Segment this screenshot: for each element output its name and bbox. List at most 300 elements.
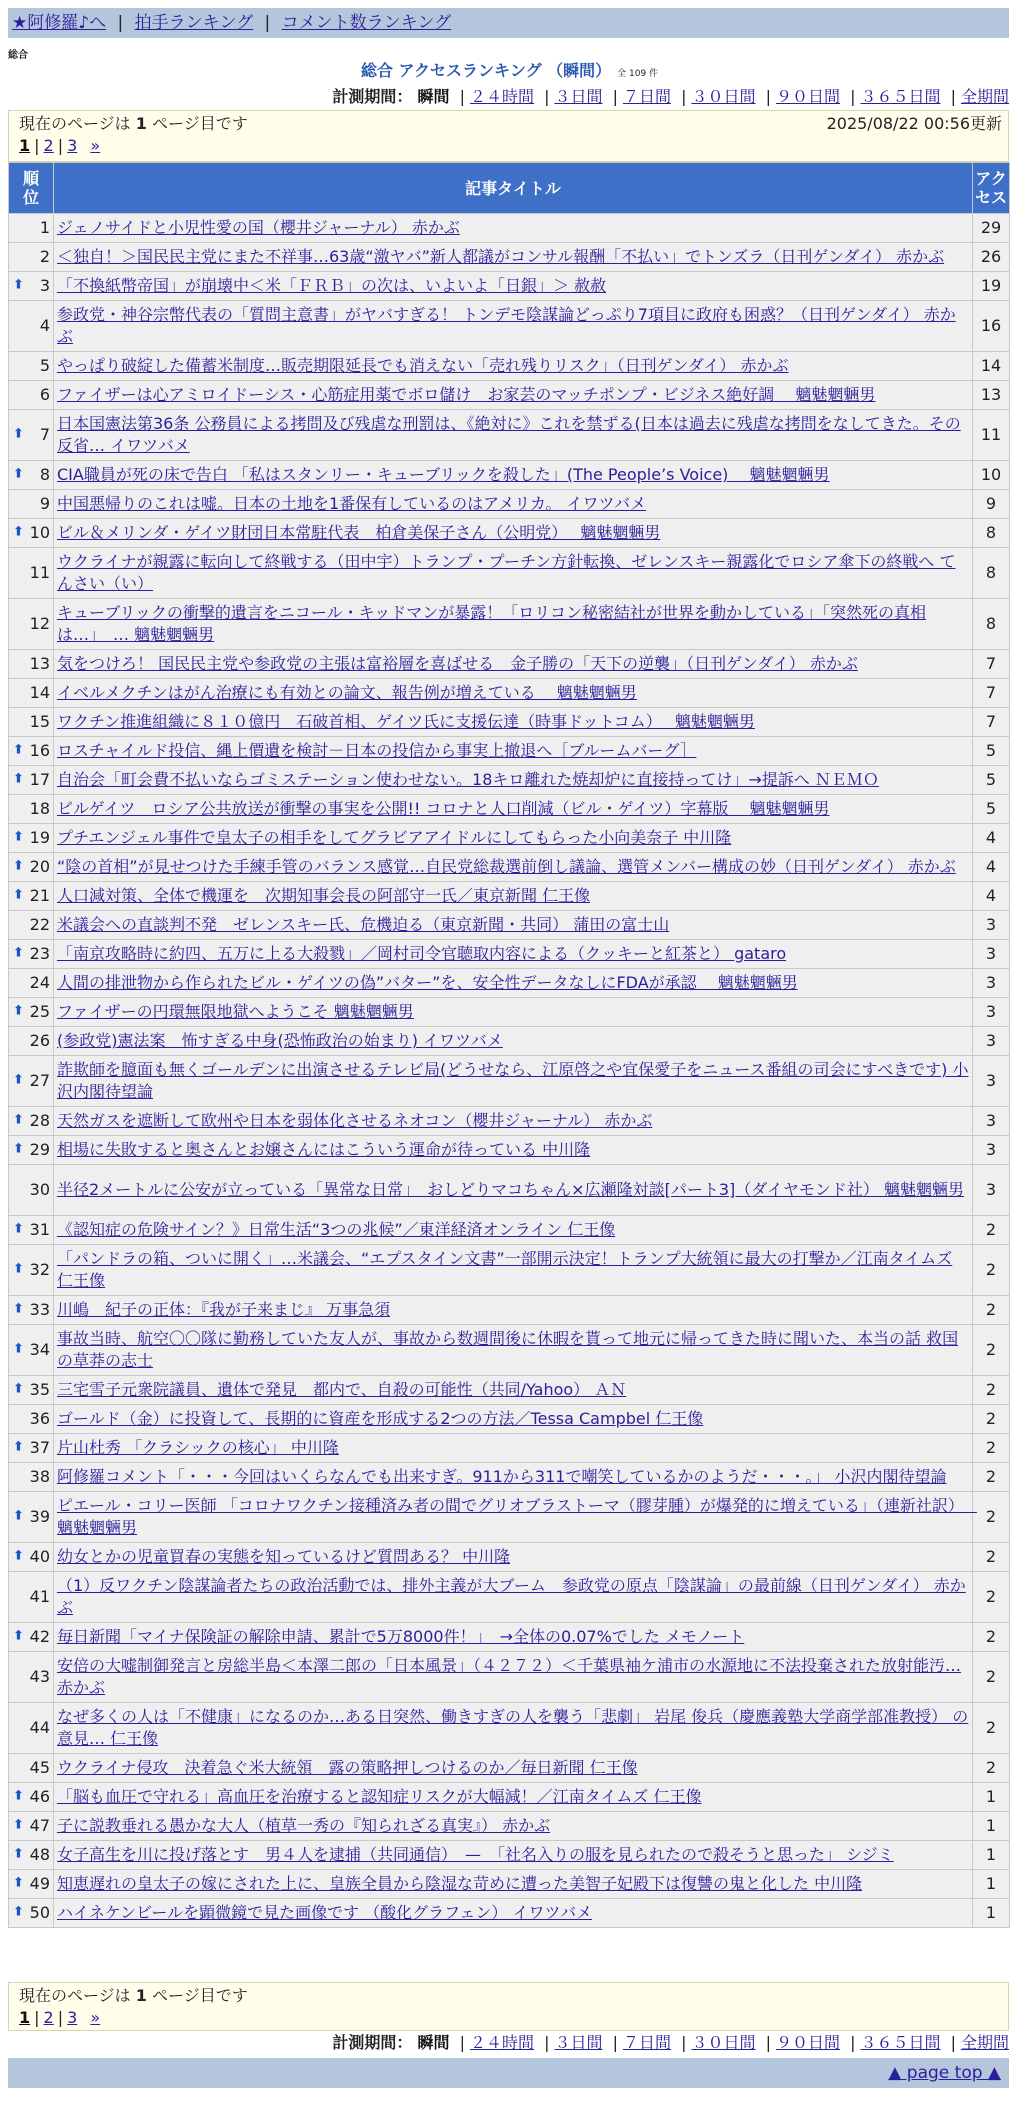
up-arrow-icon: ⬆ <box>13 742 24 758</box>
rank-number: 33 <box>29 1300 50 1319</box>
up-arrow-icon: ⬆ <box>13 1261 24 1277</box>
access-count: 9 <box>973 490 1010 519</box>
home-link[interactable]: ★阿修羅♪へ <box>12 13 107 33</box>
article-title-link[interactable]: “陰の首相”が見せつけた手練手管のバランス感覚…自民党総裁選前倒し議論、選管メンバー構成の妙（日刊ゲンダイ） 赤かぶ <box>57 857 956 876</box>
rank-number: 50 <box>29 1903 50 1922</box>
title-cell <box>54 1216 973 1245</box>
title-cell <box>54 911 973 940</box>
table-row <box>9 1841 1010 1870</box>
article-title-link[interactable]: 天然ガスを遮断して欧州や日本を弱体化させるネオコン（櫻井ジャーナル） 赤かぶ <box>57 1111 653 1130</box>
period-link-365d[interactable]: ３６５日間 <box>860 87 941 106</box>
title-cell <box>54 998 973 1027</box>
table-row <box>9 1652 1010 1703</box>
rank-number: 3 <box>39 276 50 295</box>
title-cell <box>54 301 973 352</box>
title-cell <box>54 548 973 599</box>
table-row <box>9 1572 1010 1623</box>
ranking-table-body <box>9 214 1010 1928</box>
up-arrow-icon: ⬆ <box>13 1381 24 1397</box>
item-count: 全 109 件 <box>617 69 659 79</box>
rank-number: 1 <box>39 218 50 237</box>
up-arrow-icon: ⬆ <box>13 1817 24 1833</box>
article-title-link[interactable]: 阿修羅コメント「・・・今回はいくらなんでも出来すぎ。911から311で嘲笑しているかのようだ・・・。」 小沢内閣待望論 <box>57 1467 947 1486</box>
access-count: 7 <box>973 708 1010 737</box>
rank-cell <box>9 1325 54 1376</box>
title-cell <box>54 519 973 548</box>
up-arrow-icon: ⬆ <box>13 829 24 845</box>
access-count: 4 <box>973 882 1010 911</box>
article-title-link[interactable]: ファイザーは心アミロイドーシス・心筋症用薬でボロ儲け お家芸のマッチポンプ・ビジネス絶好調 魑魅魍魎男 <box>57 385 876 404</box>
title-cell <box>54 1245 973 1296</box>
access-count: 3 <box>973 1107 1010 1136</box>
page-link-1[interactable]: 1 <box>19 2008 31 2027</box>
rank-number: 30 <box>29 1180 50 1199</box>
table-row <box>9 824 1010 853</box>
access-count: 29 <box>973 214 1010 243</box>
rank-cell <box>9 737 54 766</box>
up-arrow-icon: ⬆ <box>13 945 24 961</box>
rank-number: 15 <box>29 712 50 731</box>
access-count: 8 <box>973 548 1010 599</box>
title-cell <box>54 1136 973 1165</box>
rank-cell <box>9 911 54 940</box>
page-link-3[interactable]: 3 <box>67 136 78 155</box>
article-title-link[interactable]: 気をつけろ！ 国民民主党や参政党の主張は富裕層を喜ばせる 金子勝の「天下の逆襲」（日刊ゲンダイ） 赤かぶ <box>57 654 858 673</box>
up-arrow-icon: ⬆ <box>13 1548 24 1564</box>
access-count: 13 <box>973 381 1010 410</box>
rank-number: 34 <box>29 1340 50 1359</box>
table-row <box>9 737 1010 766</box>
rank-number: 32 <box>29 1260 50 1279</box>
table-row <box>9 1245 1010 1296</box>
rank-cell <box>9 708 54 737</box>
article-title-link[interactable]: イベルメクチンはがん治療にも有効との論文、報告例が増えている 魑魅魍魎男 <box>57 683 637 702</box>
period-link-all[interactable]: 全期間 <box>960 2033 1009 2052</box>
table-row <box>9 1056 1010 1107</box>
page-top-link[interactable]: ▲ page top ▲ <box>888 2063 1001 2083</box>
table-row <box>9 1812 1010 1841</box>
table-row <box>9 1296 1010 1325</box>
title-cell <box>54 1027 973 1056</box>
title-cell <box>54 1434 973 1463</box>
article-title-link[interactable]: 人口減対策、全体で機運を 次期知事会長の阿部守一氏／東京新聞 仁王像 <box>57 886 591 905</box>
rank-cell <box>9 1754 54 1783</box>
up-arrow-icon: ⬆ <box>13 524 24 540</box>
period-link-7d[interactable]: ７日間 <box>622 87 671 106</box>
page-link-1[interactable]: 1 <box>19 136 31 155</box>
nav-separator: | <box>117 13 124 33</box>
article-title-link[interactable]: 《認知症の危険サイン？》日常生活“3つの兆候”／東洋経済オンライン 仁王像 <box>57 1220 616 1239</box>
period-link-24h[interactable]: ２４時間 <box>469 87 534 106</box>
article-title-link[interactable]: ファイザーの円環無限地獄へようこそ 魑魅魍魎男 <box>57 1002 414 1021</box>
title-cell <box>54 410 973 461</box>
article-title-link[interactable]: 相場に失敗すると奥さんとお嬢さんにはこういう運命が待っている 中川隆 <box>57 1140 591 1159</box>
rank-cell <box>9 352 54 381</box>
article-title-link[interactable]: やっぱり破綻した備蓄米制度…販売期限延長でも消えない「売れ残りリスク」（日刊ゲンダイ） 赤かぶ <box>57 356 789 375</box>
article-title-link[interactable]: 子に説教垂れる愚かな大人（植草一秀の『知られざる真実』） 赤かぶ <box>57 1816 551 1835</box>
up-arrow-icon: ⬆ <box>13 1788 24 1804</box>
up-arrow-icon: ⬆ <box>13 277 24 293</box>
rank-number: 20 <box>29 857 50 876</box>
rank-column-header: 順位 <box>9 163 54 214</box>
current-page-text-bottom: 現在のページは 1 ページ目です <box>19 1986 248 2005</box>
nav-separator: | <box>264 13 271 33</box>
rank-cell <box>9 1572 54 1623</box>
article-title-link[interactable]: ゴールド（金）に投資して、長期的に資産を形成する2つの方法／Tessa Campbel 仁王像 <box>57 1409 704 1428</box>
rank-cell <box>9 1136 54 1165</box>
up-arrow-icon: ⬆ <box>13 1112 24 1128</box>
page-link-2[interactable]: 2 <box>43 136 54 155</box>
article-title-link[interactable]: ワクチン推進組織に８１０億円 石破首相、ゲイツ氏に支援伝達（時事ドットコム） 魑魅魍魎男 <box>57 712 755 731</box>
rank-cell <box>9 853 54 882</box>
article-title-link[interactable]: 「不換紙幣帝国」が崩壊中＜米「ＦＲＢ」の次は、いよいよ「日銀」＞ 赦赦 <box>57 276 607 295</box>
rank-number: 4 <box>39 316 50 335</box>
comment-ranking-link[interactable]: コメント数ランキング <box>281 13 452 33</box>
rank-cell <box>9 1216 54 1245</box>
rank-number: 19 <box>29 828 50 847</box>
rank-number: 8 <box>39 465 50 484</box>
title-cell <box>54 1056 973 1107</box>
page-links-bottom: 1 | 2 | 3 » <box>19 2008 101 2027</box>
period-current: 瞬間 <box>417 2033 450 2052</box>
table-row <box>9 1376 1010 1405</box>
rank-number: 40 <box>29 1547 50 1566</box>
title-cell <box>54 1405 973 1434</box>
article-title-link[interactable]: 自治会「町会費不払いならゴミステーション使わせない。18キロ離れた焼却炉に直接持ってけ」→提訴へ ＮＥＭＯ <box>57 770 879 789</box>
article-title-link[interactable]: 川嶋 紀子の正体：『我が子来まじ』 万事急須 <box>57 1300 391 1319</box>
access-count: 2 <box>973 1703 1010 1754</box>
up-arrow-icon: ⬆ <box>13 1003 24 1019</box>
up-arrow-icon: ⬆ <box>13 1341 24 1357</box>
rank-cell <box>9 940 54 969</box>
rank-number: 49 <box>29 1874 50 1893</box>
table-row <box>9 1405 1010 1434</box>
access-count: 10 <box>973 461 1010 490</box>
rank-cell <box>9 1405 54 1434</box>
access-count: 2 <box>973 1376 1010 1405</box>
page-link-3[interactable]: 3 <box>67 2008 78 2027</box>
article-title-link[interactable]: ＜独自！＞国民民主党にまた不祥事…63歳“激ヤバ”新人都議がコンサル報酬「不払い」でトンズラ（日刊ゲンダイ） 赤かぶ <box>57 247 945 266</box>
period-link-24h[interactable]: ２４時間 <box>469 2033 534 2052</box>
period-selector-top: 計測期間： 瞬間 | ２４時間 | ３日間 | ７日間 | ３０日間 | ９０日間 | ３６５日間 | 全期間 <box>332 87 1009 106</box>
access-column-header: アクセス <box>973 163 1010 214</box>
article-title-link[interactable]: プチエンジェル事件で皇太子の相手をしてグラビアアイドルにしてもらった小向美奈子 中川隆 <box>57 828 732 847</box>
rank-number: 23 <box>29 944 50 963</box>
rank-number: 21 <box>29 886 50 905</box>
table-row <box>9 381 1010 410</box>
title-cell <box>54 1623 973 1652</box>
rank-cell <box>9 1492 54 1543</box>
rank-cell <box>9 461 54 490</box>
rank-cell <box>9 301 54 352</box>
rank-cell <box>9 1296 54 1325</box>
period-link-30d[interactable]: ３０日間 <box>691 87 756 106</box>
table-row <box>9 882 1010 911</box>
rank-cell <box>9 1870 54 1899</box>
rank-number: 12 <box>29 614 50 633</box>
rank-number: 11 <box>29 563 50 582</box>
rank-number: 6 <box>39 385 50 404</box>
access-count: 1 <box>973 1783 1010 1812</box>
up-arrow-icon: ⬆ <box>13 887 24 903</box>
article-title-link[interactable]: CIA職員が死の床で告白 「私はスタンリー・キューブリックを殺した」(The People’s Voice) 魑魅魍魎男 <box>57 465 830 484</box>
period-link-365d[interactable]: ３６５日間 <box>860 2033 941 2052</box>
table-row <box>9 599 1010 650</box>
table-row <box>9 410 1010 461</box>
period-link-90d[interactable]: ９０日間 <box>775 2033 840 2052</box>
rank-cell <box>9 1027 54 1056</box>
period-link-90d[interactable]: ９０日間 <box>775 87 840 106</box>
title-cell <box>54 940 973 969</box>
up-arrow-icon: ⬆ <box>13 1508 24 1524</box>
rank-cell <box>9 381 54 410</box>
article-title-link[interactable]: 詐欺師を臆面も無くゴールデンに出演させるテレビ局(どうせなら、江原啓之や宜保愛子をニュース番組の司会にすべきです) 小沢内閣待望論 <box>57 1060 969 1101</box>
rank-number: 16 <box>29 741 50 760</box>
access-count: 2 <box>973 1216 1010 1245</box>
article-title-link[interactable]: ビルゲイツ ロシア公共放送が衝撃の事実を公開!! コロナと人口削減（ビル・ゲイツ）字幕版 魑魅魍魎男 <box>57 799 830 818</box>
article-title-link[interactable]: キューブリックの衝撃的遺言をニコール・キッドマンが暴露！「ロリコン秘密結社が世界を動かしている」「突然死の真相は…」 … 魑魅魍魎男 <box>57 603 926 644</box>
up-arrow-icon: ⬆ <box>13 426 24 442</box>
up-arrow-icon: ⬆ <box>13 1904 24 1920</box>
rank-number: 27 <box>29 1071 50 1090</box>
access-count: 8 <box>973 519 1010 548</box>
rank-number: 45 <box>29 1758 50 1777</box>
access-count: 11 <box>973 410 1010 461</box>
rank-cell <box>9 998 54 1027</box>
access-count: 1 <box>973 1812 1010 1841</box>
table-row <box>9 708 1010 737</box>
article-title-link[interactable]: ウクライナが親露に転向して終戦する（田中宇）トランプ・プーチン方針転換、ゼレンスキー親露化でロシア傘下の終戦へ てんさい（い） <box>57 552 956 593</box>
title-cell <box>54 1296 973 1325</box>
period-link-3d[interactable]: ３日間 <box>554 87 603 106</box>
page-title-text: 総合 アクセスランキング （瞬間） <box>360 61 612 80</box>
table-row <box>9 679 1010 708</box>
article-title-link[interactable]: 人間の排泄物から作られたビル・ゲイツの偽”バター”を、安全性データなしにFDAが承認 魑魅魍魎男 <box>57 973 798 992</box>
article-title-link[interactable]: （1）反ワクチン陰謀論者たちの政治活動では、排外主義が大ブーム 参政党の原点「陰謀論」の最前線（日刊ゲンダイ） 赤かぶ <box>57 1576 966 1617</box>
rank-cell <box>9 1652 54 1703</box>
ranking-table <box>8 162 1010 1928</box>
access-count: 2 <box>973 1405 1010 1434</box>
table-row <box>9 1870 1010 1899</box>
table-row <box>9 1136 1010 1165</box>
page-link-2[interactable]: 2 <box>43 2008 54 2027</box>
title-cell <box>54 1492 977 1543</box>
table-row <box>9 1027 1010 1056</box>
up-arrow-icon: ⬆ <box>13 1846 24 1862</box>
up-arrow-icon: ⬆ <box>13 1141 24 1157</box>
title-cell <box>54 1165 973 1216</box>
period-link-all[interactable]: 全期間 <box>960 87 1009 106</box>
access-count: 2 <box>973 1463 1010 1492</box>
table-row <box>9 214 1010 243</box>
access-count: 7 <box>973 679 1010 708</box>
title-cell <box>54 1325 973 1376</box>
title-cell <box>54 352 973 381</box>
title-cell <box>54 1754 973 1783</box>
table-row <box>9 1107 1010 1136</box>
table-row <box>9 1216 1010 1245</box>
title-cell <box>54 795 973 824</box>
title-cell <box>54 1652 973 1703</box>
access-count: 2 <box>973 1572 1010 1623</box>
access-count: 4 <box>973 824 1010 853</box>
title-cell <box>54 1841 973 1870</box>
table-row <box>9 1899 1010 1928</box>
table-row <box>9 1623 1010 1652</box>
access-count: 16 <box>973 301 1010 352</box>
table-header-row <box>9 163 1010 214</box>
access-count: 1 <box>973 1841 1010 1870</box>
title-cell <box>54 708 973 737</box>
title-cell <box>54 214 973 243</box>
access-count: 7 <box>973 650 1010 679</box>
section-label: 総合 <box>8 50 28 61</box>
title-cell <box>54 1812 973 1841</box>
title-cell <box>54 882 973 911</box>
title-cell <box>54 969 973 998</box>
article-title-link[interactable]: ウクライナ侵攻 決着急ぐ米大統領 露の策略押しつけるのか／毎日新聞 仁王像 <box>57 1758 638 1777</box>
title-cell <box>54 1463 973 1492</box>
rank-number: 37 <box>29 1438 50 1457</box>
access-count: 4 <box>973 853 1010 882</box>
article-title-link[interactable]: 「南京攻略時に約四、五万に上る大殺戮」／岡村司令官聴取内容による（クッキーと紅茶と） gataro <box>57 944 787 963</box>
rank-number: 42 <box>29 1627 50 1646</box>
rank-number: 7 <box>39 425 50 444</box>
article-title-link[interactable]: ビル＆メリンダ・ゲイツ財団日本常駐代表 柏倉美保子さん（公明党） 魑魅魍魎男 <box>57 523 661 542</box>
table-row <box>9 911 1010 940</box>
access-count: 1 <box>973 1899 1010 1928</box>
article-title-link[interactable]: (参政党)憲法案 怖すぎる中身(恐怖政治の始まり) イワツバメ <box>57 1031 503 1050</box>
title-cell <box>54 1572 973 1623</box>
rank-cell <box>9 490 54 519</box>
title-cell <box>54 1703 973 1754</box>
article-title-link[interactable]: ハイネケンビールを顕微鏡で見た画像です （酸化グラフェン） イワツバメ <box>57 1903 593 1922</box>
rank-cell <box>9 548 54 599</box>
access-count: 2 <box>973 1296 1010 1325</box>
pager-top <box>8 110 1009 162</box>
title-cell <box>54 243 973 272</box>
rank-number: 5 <box>39 356 50 375</box>
rank-cell <box>9 1245 54 1296</box>
title-cell <box>54 737 973 766</box>
table-row <box>9 243 1010 272</box>
up-arrow-icon: ⬆ <box>13 1628 24 1644</box>
article-title-link[interactable]: 中国悪帰りのこれは嘘。日本の土地を1番保有しているのはアメリカ。 イワツバメ <box>57 494 647 513</box>
period-current: 瞬間 <box>417 87 450 106</box>
title-cell <box>54 650 973 679</box>
rank-cell <box>9 243 54 272</box>
title-cell <box>54 679 973 708</box>
rank-cell <box>9 1623 54 1652</box>
table-row <box>9 1492 1010 1543</box>
up-arrow-icon: ⬆ <box>13 1875 24 1891</box>
access-count: 8 <box>973 599 1010 650</box>
article-title-link[interactable]: 参政党・神谷宗幣代表の「質問主意書」がヤバすぎる！ トンデモ陰謀論どっぷり7項目に政府も困惑？（日刊ゲンダイ） 赤かぶ <box>57 305 956 346</box>
table-row <box>9 940 1010 969</box>
rank-number: 35 <box>29 1380 50 1399</box>
table-row <box>9 461 1010 490</box>
rank-number: 26 <box>29 1031 50 1050</box>
article-title-link[interactable]: 事故当時、航空〇〇隊に勤務していた友人が、事故から数週間後に休暇を貰って地元に帰ってきた時に聞いた、本当の話 救国の草莽の志士 <box>57 1329 959 1370</box>
next-page-link[interactable]: » <box>90 136 101 155</box>
table-row <box>9 1754 1010 1783</box>
rank-number: 28 <box>29 1111 50 1130</box>
period-link-7d[interactable]: ７日間 <box>622 2033 671 2052</box>
access-count: 2 <box>973 1543 1010 1572</box>
article-title-link[interactable]: ジェノサイドと小児性愛の国（櫻井ジャーナル） 赤かぶ <box>57 218 460 237</box>
rank-number: 38 <box>29 1467 50 1486</box>
article-title-link[interactable]: 幼女とかの児童買春の実態を知っているけど質問ある？ 中川隆 <box>57 1547 511 1566</box>
access-count: 2 <box>973 1652 1010 1703</box>
access-count: 2 <box>973 1325 1010 1376</box>
article-title-link[interactable]: 三宅雪子元衆院議員、遺体で発見 都内で、自殺の可能性（共同/Yahoo） ＡＮ <box>57 1380 627 1399</box>
article-title-link[interactable]: 知恵遅れの皇太子の嫁にされた上に、皇族全員から陰湿な苛めに遭った美智子妃殿下は復讐の鬼と化した 中川隆 <box>57 1874 863 1893</box>
rank-cell <box>9 214 54 243</box>
up-arrow-icon: ⬆ <box>13 1221 24 1237</box>
article-title-link[interactable]: 米議会への直談判不発 ゼレンスキー氏、危機迫る（東京新聞・共同） 蒲田の富士山 <box>57 915 670 934</box>
article-title-link[interactable]: 「パンドラの箱、ついに開く」…米議会、“エプスタイン文書”一部開示決定！トランプ大統領に最大の打撃か／江南タイムズ 仁王像 <box>57 1249 953 1290</box>
table-row <box>9 272 1010 301</box>
table-row <box>9 998 1010 1027</box>
table-row <box>9 1543 1010 1572</box>
rank-number: 44 <box>29 1718 50 1737</box>
period-link-3d[interactable]: ３日間 <box>554 2033 603 2052</box>
clap-ranking-link[interactable]: 拍手ランキング <box>134 13 254 33</box>
period-link-30d[interactable]: ３０日間 <box>691 2033 756 2052</box>
access-count: 5 <box>973 795 1010 824</box>
access-count: 14 <box>973 352 1010 381</box>
bottom-bar <box>8 2058 1009 2088</box>
article-title-link[interactable]: 女子高生を川に投げ落とす 男４人を逮捕（共同通信） — 「社名入りの服を見られたので殺そうと思った」 シジミ <box>57 1845 894 1864</box>
rank-number: 13 <box>29 654 50 673</box>
rank-cell <box>9 1056 54 1107</box>
rank-cell <box>9 599 54 650</box>
up-arrow-icon: ⬆ <box>13 1439 24 1455</box>
pager-bottom <box>8 1982 1009 2031</box>
rank-number: 22 <box>29 915 50 934</box>
up-arrow-icon: ⬆ <box>13 466 24 482</box>
access-count: 19 <box>973 272 1010 301</box>
access-count: 5 <box>973 766 1010 795</box>
article-title-link[interactable]: ロスチャイルド投信、縄上價遺を検討－日本の投信から事実上撤退へ［ブルームバーグ］ <box>57 741 697 760</box>
rank-number: 24 <box>29 973 50 992</box>
article-title-link[interactable]: 「脳も血圧で守れる」高血圧を治療すると認知症リスクが大幅減！／江南タイムズ 仁王像 <box>57 1787 702 1806</box>
access-count: 26 <box>973 243 1010 272</box>
article-title-link[interactable]: 日本国憲法第36条 公務員による拷問及び残虐な刑罰は、《絶対に》これを禁ずる(日本は過去に残虐な拷問をなしてきた。その反省… イワツバメ <box>57 414 961 455</box>
rank-cell <box>9 519 54 548</box>
rank-cell <box>9 766 54 795</box>
article-title-link[interactable]: 安倍の大嘘制御発言と房総半島＜本澤二郎の「日本風景」（４２７２）＜千葉県袖ケ浦市の水源地に不法投棄された放射能汚… 赤かぶ <box>57 1656 962 1697</box>
table-row <box>9 490 1010 519</box>
rank-cell <box>9 795 54 824</box>
title-cell <box>54 1107 973 1136</box>
article-title-link[interactable]: 片山杜秀 「クラシックの核心」 中川隆 <box>57 1438 339 1457</box>
rank-number: 36 <box>29 1409 50 1428</box>
next-page-link[interactable]: » <box>90 2008 101 2027</box>
period-label: 計測期間： <box>332 2033 413 2052</box>
rank-cell <box>9 1841 54 1870</box>
article-title-link[interactable]: ピエール・コリー医師 「コロナワクチン接種済み者の間でグリオブラストーマ（膠芽腫）が爆発的に増えている」（連新社訳） 魑魅魍魎男 <box>57 1496 977 1537</box>
table-row <box>9 1703 1010 1754</box>
page-title <box>0 60 1019 85</box>
article-title-link[interactable]: 半径2メートルに公安が立っている「異常な日常」 おしどりマコちゃん×広瀬隆対談[パート3]（ダイヤモンド社） 魑魅魍魎男 <box>57 1180 965 1199</box>
rank-cell <box>9 882 54 911</box>
up-arrow-icon: ⬆ <box>13 1301 24 1317</box>
article-title-link[interactable]: 毎日新聞「マイナ保険証の解除申請、累計で5万8000件！」 →全体の0.07%でした メモノート <box>57 1627 745 1646</box>
period-label: 計測期間： <box>332 87 413 106</box>
access-count: 3 <box>973 1056 1010 1107</box>
article-title-link[interactable]: なぜ多くの人は「不健康」になるのか…ある日突然、働きすぎの人を襲う「悲劇」 岩尾 俊兵（慶應義塾大学商学部准教授） の意見… 仁王像 <box>57 1707 969 1748</box>
